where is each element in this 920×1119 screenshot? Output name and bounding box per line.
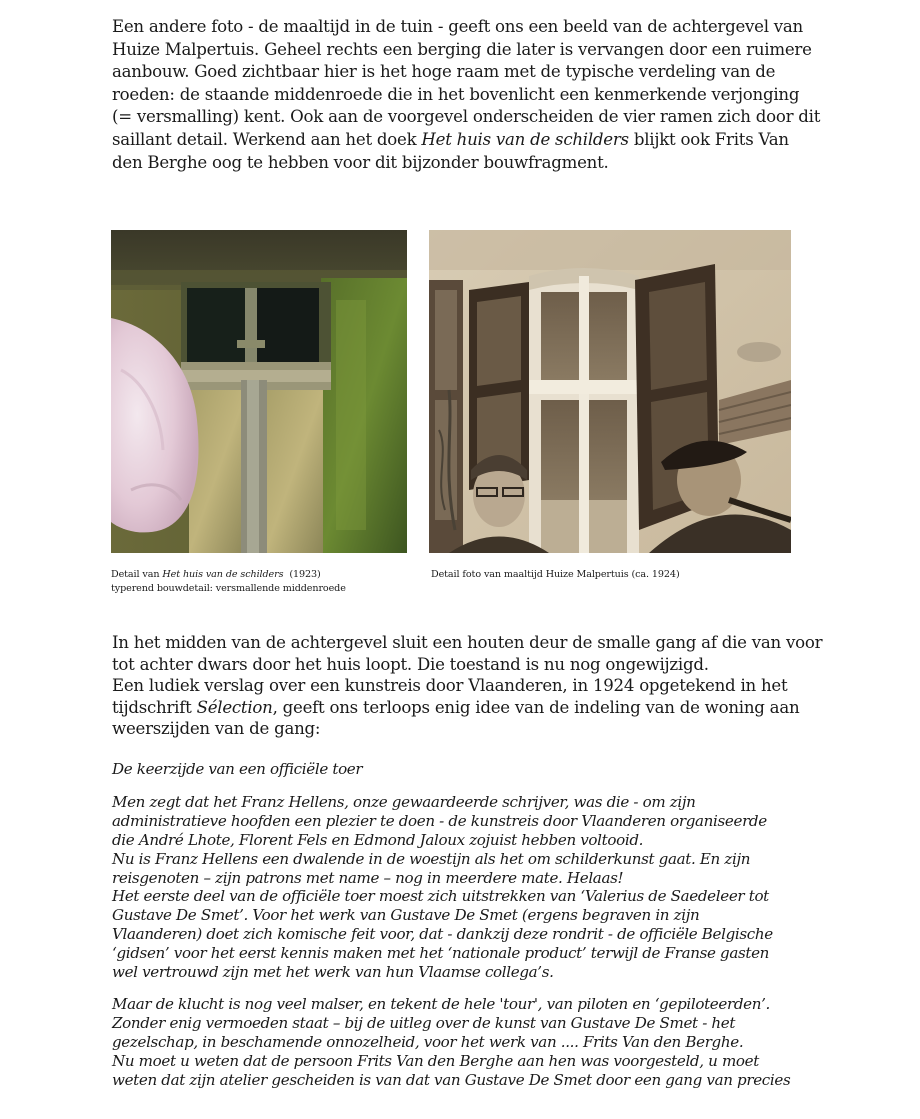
quote-paragraph-1 (112, 793, 832, 982)
text-line: Een ludiek verslag over een kunstreis door Vlaanderen, in 1924 opgetekend in het (112, 676, 788, 695)
text-span: tijdschrift (112, 697, 197, 717)
quoted-report (112, 760, 832, 1090)
quote-line: administratieve hoofden een plezier te doen - de kunstreis door Vlaanderen organiseerde (112, 811, 767, 830)
meal-photo-image (429, 230, 791, 553)
text-line (112, 697, 832, 719)
quote-line: Nu moet u weten dat de persoon Frits Van den Berghe aan hen was voorgesteld, u moet (112, 1051, 759, 1070)
body-paragraph (112, 632, 832, 740)
text-line (112, 129, 832, 152)
left-figure-caption (111, 568, 411, 595)
quote-line: Gustave De Smet’. Voor het werk van Gustave De Smet (ergens begraven in zijn (112, 906, 700, 925)
quote-line: Het eerste deel van de officiële toer moest zich uitstrekken van ‘Valerius de Saedeleer tot (112, 887, 769, 906)
quote-line: die André Lhote, Florent Fels en Edmond Jaloux zojuist hebben voltooid. (112, 830, 644, 849)
quote-line: weten dat zijn atelier gescheiden is van dat van Gustave De Smet door een gang van precies (112, 1070, 791, 1089)
quote-line: ‘gidsen’ voor het eerst kennis maken met het ‘nationale product’ terwijl de Franse gasten (112, 944, 770, 963)
caption-year: (1923) (283, 569, 321, 580)
quote-line: reisgenoten – zijn patrons met name – nog in meerdere mate. Helaas! (112, 868, 624, 887)
text-line: Een andere foto - de maaltijd in de tuin - geeft ons een beeld van de achtergevel van (112, 17, 803, 36)
caption-prefix: Detail van (111, 569, 163, 580)
text-span: , geeft ons terloops enig idee van de indeling van de woning aan (272, 697, 800, 717)
text-line: In het midden van de achtergevel sluit een houten deur de smalle gang af die van voor (112, 633, 823, 652)
text-span: saillant detail. Werkend aan het doek (112, 129, 422, 149)
quote-line: wel vertrouwd zijn met het werk van hun Vlaamse collega’s. (112, 963, 554, 982)
caption-painting-title: Het huis van de schilders (162, 569, 284, 580)
magazine-title: Sélection (196, 697, 273, 717)
text-span: blijkt ook Frits Van (628, 129, 789, 149)
quote-line: gezelschap, in beschamende onnozelheid, voor het werk van .... Frits Van den Berghe. (112, 1032, 744, 1051)
text-line: aanbouw. Goed zichtbaar hier is het hoge raam met de typische verdeling van de (112, 62, 776, 82)
right-figure-caption: Detail foto van maaltijd Huize Malpertuis (ca. 1924) (431, 569, 680, 580)
quote-line: Nu is Franz Hellens een dwalende in de woestijn als het om schilderkunst gaat. En zijn (112, 849, 751, 868)
quote-line: Men zegt dat het Franz Hellens, onze gewaardeerde schrijver, was die - om zijn (112, 792, 696, 811)
quote-paragraph-2 (112, 995, 832, 1090)
text-line: (= versmalling) kent. Ook aan de voorgevel onderscheiden de vier ramen zich door dit (112, 107, 821, 127)
text-line: tot achter dwars door het huis loopt. Die toestand is nu nog ongewijzigd. (112, 654, 709, 674)
text-line: roeden: de staande middenroede die in het bovenlicht een kenmerkende verjonging (112, 84, 800, 104)
quote-line: Maar de klucht is nog veel malser, en tekent de hele 'tour', van piloten en ‘gepiloteerden’. (112, 994, 770, 1013)
text-line: weerszijden van de gang: (112, 719, 321, 738)
quote-line: Zonder enig vermoeden staat – bij de uitleg over de kunst van Gustave De Smet - het (112, 1013, 736, 1032)
intro-paragraph (112, 16, 832, 174)
painting-detail-image (111, 230, 407, 553)
caption-line-2: typerend bouwdetail: versmallende middenroede (111, 582, 346, 594)
quote-title: De keerzijde van een officiële toer (112, 760, 363, 778)
quote-line: Vlaanderen) doet zich komische feit voor, dat - dankzij deze rondrit - de officiële Belgische (112, 925, 773, 944)
text-line: den Berghe oog te hebben voor dit bijzonder bouwfragment. (112, 152, 609, 172)
painting-title: Het huis van de schilders (421, 129, 629, 149)
text-line: Huize Malpertuis. Geheel rechts een berging die later is vervangen door een ruimere (112, 39, 812, 59)
